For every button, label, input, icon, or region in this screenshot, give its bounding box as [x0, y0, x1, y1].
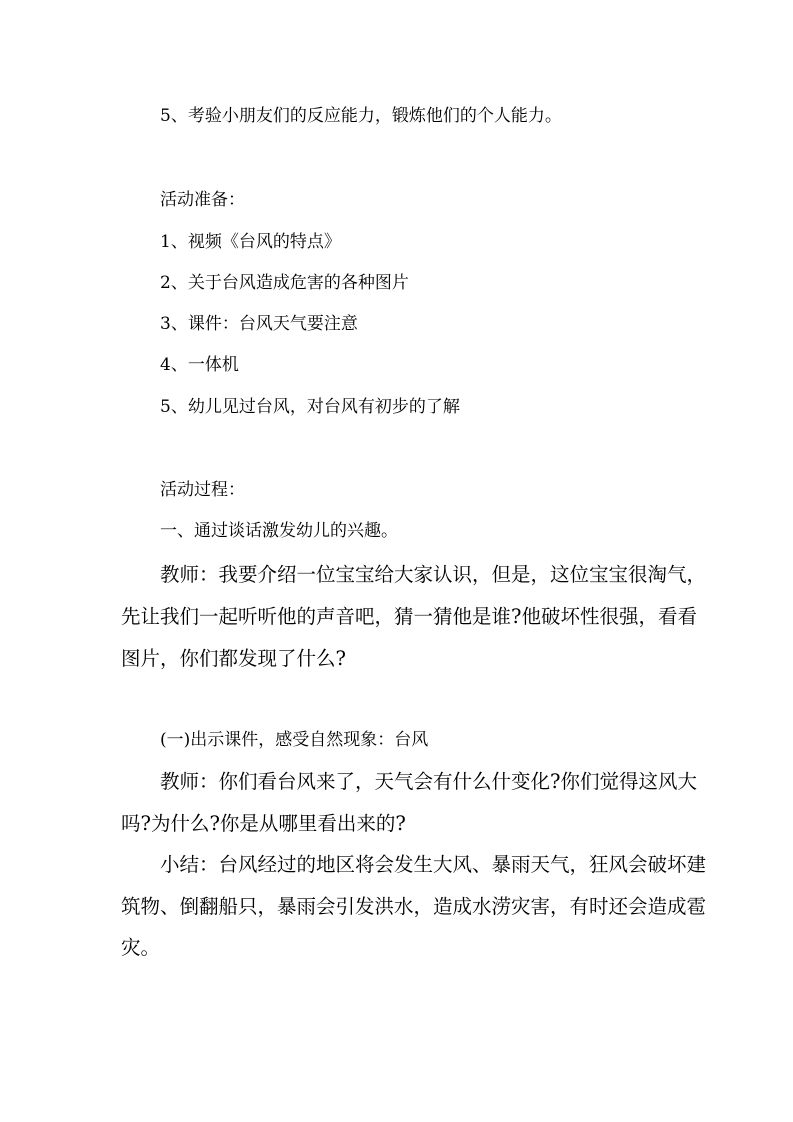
- goal-item-5: 5、考验小朋友们的反应能力，锻炼他们的个人能力。: [160, 106, 562, 126]
- process-heading: 活动过程：: [160, 480, 245, 500]
- preparation-item-3: 3、课件：台风天气要注意: [160, 314, 358, 334]
- preparation-item-5: 5、幼儿见过台风，对台风有初步的了解: [160, 397, 460, 417]
- teacher-paragraph-2-line-1: 教师：你们看台风来了，天气会有什么什变化?你们觉得这风大: [160, 770, 697, 793]
- preparation-heading: 活动准备：: [160, 190, 245, 210]
- summary-line-1: 小结：台风经过的地区将会发生大风、暴雨天气，狂风会破坏建: [160, 853, 707, 876]
- subsection-1-title: (一)出示课件，感受自然现象：台风: [160, 730, 429, 750]
- teacher-paragraph-1-line-1: 教师：我要介绍一位宝宝给大家认识，但是，这位宝宝很淘气，: [160, 563, 707, 586]
- step-1-title: 一、通过谈话激发幼儿的兴趣。: [160, 521, 398, 541]
- preparation-item-2: 2、关于台风造成危害的各种图片: [160, 273, 409, 293]
- teacher-paragraph-2-line-2: 吗?为什么?你是从哪里看出来的?: [121, 812, 406, 835]
- summary-line-3: 灾。: [121, 936, 161, 959]
- teacher-paragraph-1-line-3: 图片，你们都发现了什么?: [121, 647, 346, 670]
- preparation-item-1: 1、视频《台风的特点》: [160, 232, 341, 252]
- preparation-item-4: 4、一体机: [160, 355, 239, 375]
- summary-line-2: 筑物、倒翻船只，暴雨会引发洪水，造成水涝灾害，有时还会造成雹: [121, 895, 707, 918]
- teacher-paragraph-1-line-2: 先让我们一起听听他的声音吧，猜一猜他是谁?他破坏性很强，看看: [121, 605, 697, 628]
